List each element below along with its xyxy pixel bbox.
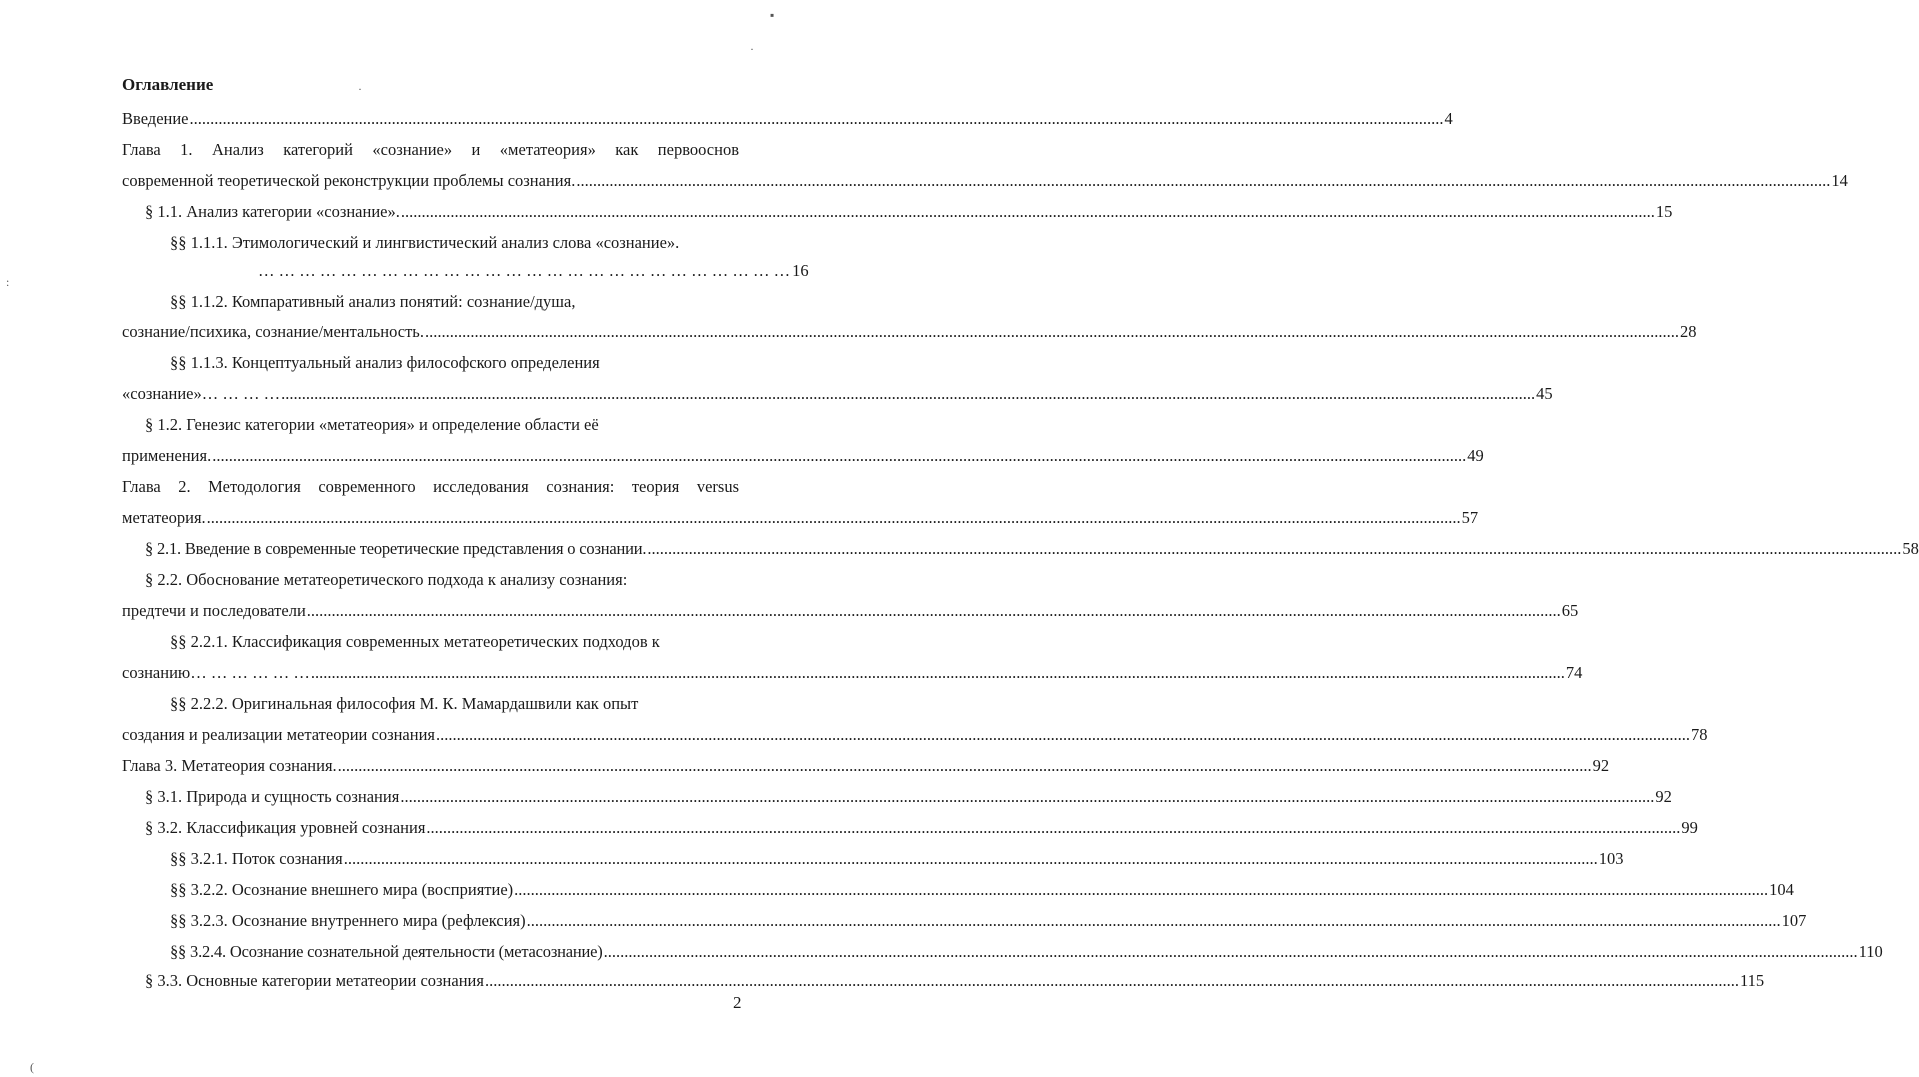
leader-dots [344, 847, 1598, 871]
toc-entry-text: Глава 1. Анализ категорий «сознание» и «метатеория» как первооснов [122, 140, 739, 159]
toc-entry-s111-line1 [170, 231, 739, 255]
leader-dots [527, 909, 1781, 933]
scan-speck: · [358, 82, 362, 96]
toc-entry-text: § 3.3. Основные категории метатеории сознания [145, 971, 484, 990]
toc-entry-text: создания и реализации метатеории сознания [122, 725, 435, 744]
toc-entry-s322 [170, 878, 1794, 902]
leader-dots [207, 506, 1461, 530]
leader-dots [425, 320, 1679, 344]
toc-entry-page: 4 [1444, 109, 1453, 128]
toc-entry-s222-line2 [122, 723, 1708, 747]
toc-entry-text: §§ 1.1.1. Этимологический и лингвистический анализ слова «сознание». [170, 233, 680, 252]
leader-dots [400, 785, 1654, 809]
leader-dots [338, 754, 1592, 778]
toc-entry-text: применения. [122, 446, 212, 465]
toc-entry-text: Введение [122, 109, 189, 128]
toc-entry-s21 [145, 537, 1919, 561]
toc-entry-ch1-line2 [122, 169, 1848, 193]
toc-entry-s22-line2 [122, 599, 1579, 623]
toc-entry-ch2-line1 [122, 475, 739, 499]
toc-entry-s31 [145, 785, 1672, 809]
leader-dots [401, 200, 1655, 224]
toc-entry-page: 99 [1681, 818, 1698, 837]
toc-entry-page: 104 [1769, 880, 1794, 899]
leader-dots [604, 940, 1858, 964]
toc-entry-s22-line1 [145, 568, 739, 592]
toc-entry-page: 14 [1831, 171, 1848, 190]
leader-dots [190, 107, 1444, 131]
toc-entry-ellipsis: … … … … … … … … … … … … … … … … … … … … … … … … … … [258, 261, 791, 280]
leader-dots [576, 169, 1830, 193]
leader-dots [647, 537, 1901, 561]
toc-entry-ch1-line1 [122, 138, 739, 162]
toc-entry-page: 74 [1565, 663, 1583, 682]
leader-dots [436, 723, 1690, 747]
leader-dots [281, 382, 1535, 406]
toc-entry-page: 115 [1739, 971, 1765, 990]
toc-entry-text: §§ 3.2.4. Осознание сознательной деятельности (метасознание) [170, 942, 603, 961]
toc-entry-page: 92 [1655, 787, 1672, 806]
toc-entry-page: 49 [1467, 446, 1484, 465]
toc-entry-s112-line1 [170, 290, 739, 314]
toc-entry-intro [122, 107, 1453, 131]
toc-entry-text: § 3.2. Классификация уровней сознания [145, 818, 426, 837]
toc-entry-text: Глава 3. Метатеория сознания. [122, 756, 337, 775]
leader-dots [307, 599, 1561, 623]
toc-entry-text: §§ 3.2.3. Осознание внутреннего мира (рефлексия) [170, 911, 526, 930]
toc-entry-s222-line1 [170, 692, 739, 716]
toc-entry-text: §§ 3.2.2. Осознание внешнего мира (восприятие) [170, 880, 514, 899]
toc-entry-s113-line1 [170, 351, 739, 375]
toc-entry-page: 107 [1781, 911, 1807, 930]
toc-entry-text: §§ 2.2.2. Оригинальная философия М. К. Мамардашвили как опыт [170, 694, 639, 713]
toc-entry-s12-line2 [122, 444, 1484, 468]
toc-entry-s113-line2 [122, 382, 1553, 406]
toc-title: Оглавление [122, 75, 214, 94]
toc-entry-text: сознанию… … … … … … [122, 663, 310, 682]
toc-entry-page: 57 [1461, 508, 1479, 527]
toc-entry-s111-line2 [258, 259, 809, 283]
toc-entry-s323 [170, 909, 1807, 933]
toc-entry-text: сознание/психика, сознание/ментальность. [122, 322, 424, 341]
toc-entry-page: 16 [792, 261, 809, 280]
toc-entry-s324 [170, 940, 1883, 964]
toc-entry-s33 [145, 969, 1765, 993]
toc-entry-text: §§ 3.2.1. Поток сознания [170, 849, 343, 868]
toc-entry-s32 [145, 816, 1698, 840]
toc-entry-s12-line1 [145, 413, 739, 437]
toc-entry-text: §§ 2.2.1. Классификация современных метатеоретических подходов к [170, 632, 660, 651]
leader-dots [514, 878, 1768, 902]
toc-entry-text: предтечи и последователи [122, 601, 306, 620]
toc-entry-text: Глава 2. Методология современного исследования сознания: теория versus [122, 477, 739, 496]
scan-speck: · [750, 42, 754, 56]
toc-entry-page: 15 [1655, 202, 1673, 221]
toc-entry-ch2-line2 [122, 506, 1479, 530]
toc-entry-page: 28 [1679, 322, 1697, 341]
scan-speck: ( [30, 1060, 34, 1074]
toc-entry-s112-line2 [122, 320, 1697, 344]
toc-entry-text: §§ 1.1.2. Компаративный анализ понятий: сознание/душа, [170, 292, 576, 311]
toc-entry-text: современной теоретической реконструкции проблемы сознания. [122, 171, 576, 190]
toc-entry-s221-line2 [122, 661, 1583, 685]
toc-entry-ch3 [122, 754, 1610, 778]
leader-dots [212, 444, 1466, 468]
toc-entry-page: 45 [1536, 384, 1553, 403]
toc-entry-text: «сознание»… … … … [122, 384, 281, 403]
scan-speck: : [6, 275, 10, 289]
page-number: 2 [733, 993, 742, 1012]
toc-entry-s11 [145, 200, 1673, 224]
toc-entry-page: 103 [1598, 849, 1624, 868]
toc-entry-text: § 1.1. Анализ категории «сознание». [145, 202, 400, 221]
toc-entry-text: § 2.2. Обоснование метатеоретического подхода к анализу сознания: [145, 570, 628, 589]
leader-dots [311, 661, 1565, 685]
toc-entry-text: § 3.1. Природа и сущность сознания [145, 787, 400, 806]
scan-speck: ▪ [770, 8, 775, 22]
toc-entry-page: 110 [1858, 942, 1883, 961]
toc-entry-page: 58 [1902, 539, 1919, 558]
toc-entry-s221-line1 [170, 630, 739, 654]
toc-entry-page: 78 [1691, 725, 1708, 744]
toc-entry-text: §§ 1.1.3. Концептуальный анализ философского определения [170, 353, 600, 372]
toc-entry-text: § 2.1. Введение в современные теоретические представления о сознании. [145, 539, 647, 558]
toc-entry-text: метатеория. [122, 508, 206, 527]
leader-dots [485, 969, 1739, 993]
toc-entry-page: 92 [1592, 756, 1610, 775]
toc-entry-s321 [170, 847, 1624, 871]
leader-dots [426, 816, 1680, 840]
toc-entry-text: § 1.2. Генезис категории «метатеория» и определение области её [145, 415, 599, 434]
toc-entry-page: 65 [1561, 601, 1579, 620]
